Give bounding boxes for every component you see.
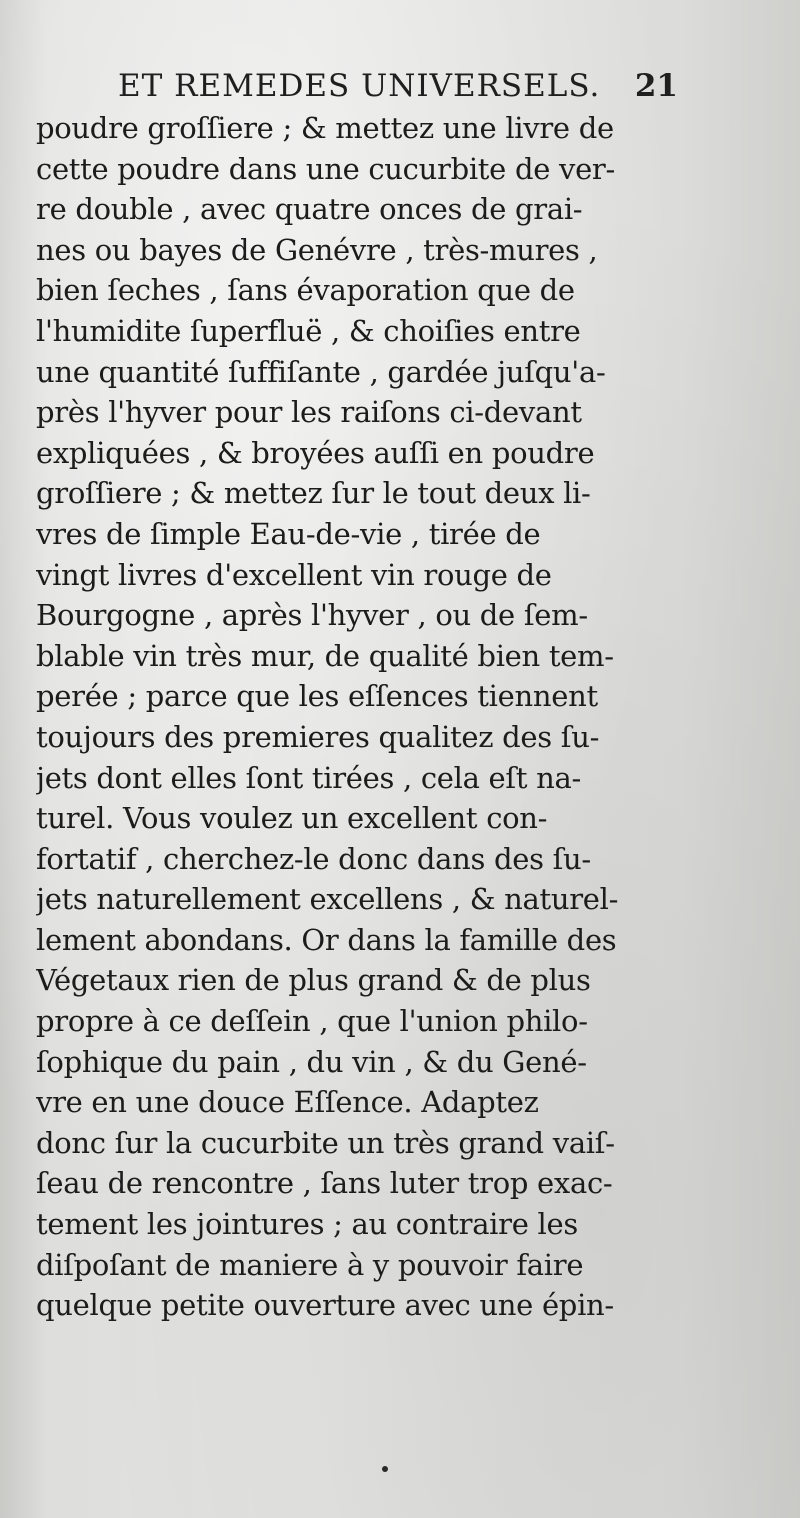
text-line: bien ſeches , ſans évaporation que de xyxy=(36,273,575,308)
text-line: propre à ce deſſein , que l'union philo- xyxy=(36,1004,588,1039)
text-line: diſpoſant de maniere à y pouvoir faire xyxy=(36,1247,584,1282)
text-line: ſophique du pain , du vin , & du Gené- xyxy=(36,1044,587,1079)
text-line: vres de ſimple Eau-de-vie , tirée de xyxy=(36,516,541,551)
body-text xyxy=(36,108,656,1326)
text-line: groſſiere ; & mettez ſur le tout deux li- xyxy=(36,476,591,511)
text-line: nes ou bayes de Genévre , très-mures , xyxy=(36,232,598,267)
text-line: Bourgogne , après l'hyver , ou de ſem- xyxy=(36,598,588,633)
text-line: expliquées , & broyées auſſi en poudre xyxy=(36,435,595,470)
text-line: donc ſur la cucurbite un très grand vaiſ- xyxy=(36,1125,615,1160)
page-header xyxy=(118,68,678,112)
text-line: lement abondans. Or dans la famille des xyxy=(36,922,617,957)
text-line: toujours des premieres qualitez des ſu- xyxy=(36,719,600,754)
text-line: l'humidite ſuperfluë , & choiſies entre xyxy=(36,313,581,348)
text-line: turel. Vous voulez un excellent con- xyxy=(36,801,548,836)
text-line: blable vin très mur, de qualité bien tem- xyxy=(36,638,614,673)
text-line: cette poudre dans une cucurbite de ver- xyxy=(36,151,615,186)
text-line: jets dont elles ſont tirées , cela eſt na- xyxy=(36,760,581,795)
text-line: une quantité ſuffiſante , gardée juſqu'a- xyxy=(36,354,606,389)
text-line: jets naturellement excellens , & naturel- xyxy=(36,882,619,917)
text-line: fortatif , cherchez-le donc dans des ſu- xyxy=(36,841,591,876)
page-number: 21 xyxy=(634,68,678,104)
text-line: vingt livres d'excellent vin rouge de xyxy=(36,557,552,592)
text-line: près l'hyver pour les raiſons ci-devant xyxy=(36,395,582,430)
text-line: vre en une douce Eſſence. Adaptez xyxy=(36,1085,539,1120)
text-line: perée ; parce que les eſſences tiennent xyxy=(36,679,598,714)
text-line: Végetaux rien de plus grand & de plus xyxy=(36,963,591,998)
text-line: re double , avec quatre onces de grai- xyxy=(36,192,583,227)
ink-speck xyxy=(382,1466,388,1472)
text-line: quelque petite ouverture avec une épin- xyxy=(36,1288,614,1323)
running-title: ET REMEDES UNIVERSELS. xyxy=(118,68,601,104)
text-line: poudre groſſiere ; & mettez une livre de xyxy=(36,111,614,145)
text-line: tement les jointures ; au contraire les xyxy=(36,1207,578,1242)
text-line: ſeau de rencontre , ſans luter trop exac- xyxy=(36,1166,613,1201)
